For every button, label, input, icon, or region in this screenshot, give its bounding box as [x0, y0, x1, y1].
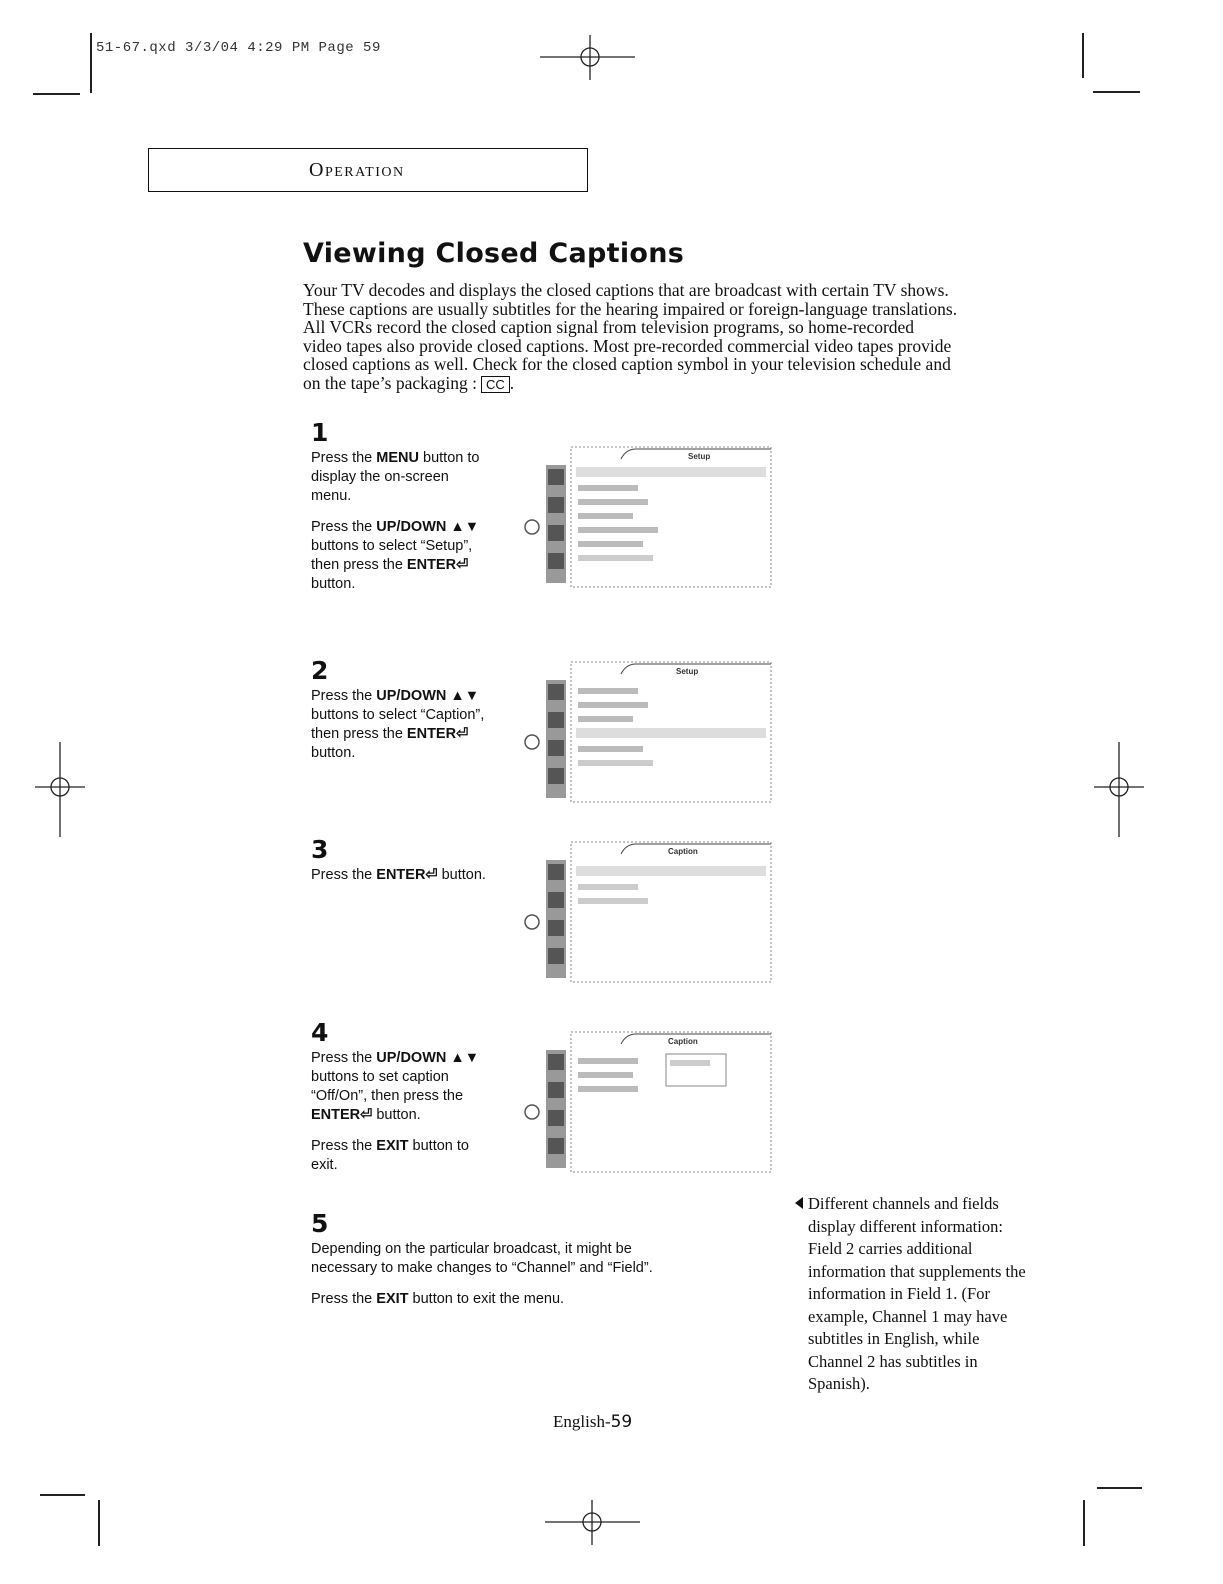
step-instructions: Press the MENU button to display the on-screen menu. Press the UP/DOWN ▲▼ buttons to select “Setup”, then press the ENTER⏎ button. — [311, 450, 480, 592]
intro-line: video tapes also provide closed captions. Most pre-recorded commercial video tapes provide — [303, 335, 952, 356]
print-slug: 51-67.qxd 3/3/04 4:29 PM Page 59 — [96, 40, 381, 56]
crop-mark — [40, 1494, 85, 1496]
crop-mark — [90, 33, 92, 93]
step-number: 5 — [311, 1209, 329, 1238]
section-label: Operation — [309, 159, 405, 181]
step-5 — [311, 1209, 691, 1321]
intro-line: All VCRs record the closed caption signal from television programs, so home-recorded — [303, 317, 915, 337]
step-number: 1 — [311, 418, 329, 447]
step-3 — [311, 835, 491, 897]
step-number: 3 — [311, 835, 329, 864]
step-1 — [311, 418, 491, 606]
step-instructions: Press the UP/DOWN ▲▼ buttons to set caption “Off/On”, then press the ENTER⏎ button. Press the EXIT button to exit. — [311, 1050, 480, 1173]
osd-screenshot-caption — [516, 840, 778, 985]
osd-title: Caption — [668, 1037, 698, 1046]
note-arrow-icon — [795, 1197, 803, 1209]
crop-mark — [33, 93, 80, 95]
step-number: 4 — [311, 1018, 329, 1047]
osd-screenshot-setup-caption — [516, 660, 778, 805]
intro-paragraph — [303, 281, 1033, 393]
intro-line: Your TV decodes and displays the closed captions that are broadcast with certain TV shows. — [303, 280, 949, 300]
intro-line: These captions are usually subtitles for the hearing impaired or foreign-language translations. — [303, 298, 958, 319]
osd-screenshot-caption-onoff — [516, 1030, 778, 1175]
step-instructions: Press the ENTER⏎ button. — [311, 867, 486, 883]
crop-mark — [1093, 91, 1140, 93]
registration-mark-left-icon — [35, 742, 85, 837]
step-4 — [311, 1018, 491, 1187]
registration-mark-bottom-icon — [545, 1500, 640, 1545]
osd-title: Setup — [688, 452, 711, 461]
step-number: 2 — [311, 656, 329, 685]
crop-mark — [1097, 1487, 1142, 1489]
registration-mark-right-icon — [1094, 742, 1144, 837]
crop-mark — [98, 1500, 100, 1546]
osd-title: Caption — [668, 847, 698, 856]
osd-title: Setup — [676, 667, 699, 676]
page-footer: English-59 — [553, 1412, 633, 1432]
step-instructions: Depending on the particular broadcast, it might be necessary to make changes to “Channel” and “Field”. Press the EXIT button to exit the menu. — [311, 1241, 653, 1307]
crop-mark — [1082, 33, 1084, 78]
intro-line: on the tape’s packaging : CC . — [303, 372, 515, 393]
step-instructions: Press the UP/DOWN ▲▼ buttons to select “Caption”, then press the ENTER⏎ button. — [311, 688, 485, 761]
intro-line: closed captions as well. Check for the closed caption symbol in your television schedule and — [303, 354, 951, 374]
step-2 — [311, 656, 491, 775]
side-note: Different channels and fields display different information: Field 2 carries additional information that supplements the information in Field 1. (For example, Channel 1 may have subtitles in English, while Channel 2 has subtitles in Spanish). — [808, 1193, 1038, 1396]
osd-screenshot-setup — [516, 445, 778, 590]
section-header — [148, 148, 588, 192]
cc-symbol-icon: CC — [481, 376, 510, 393]
registration-mark-top-icon — [540, 35, 635, 80]
crop-mark — [1083, 1500, 1085, 1546]
page-title: Viewing Closed Captions — [303, 238, 685, 269]
